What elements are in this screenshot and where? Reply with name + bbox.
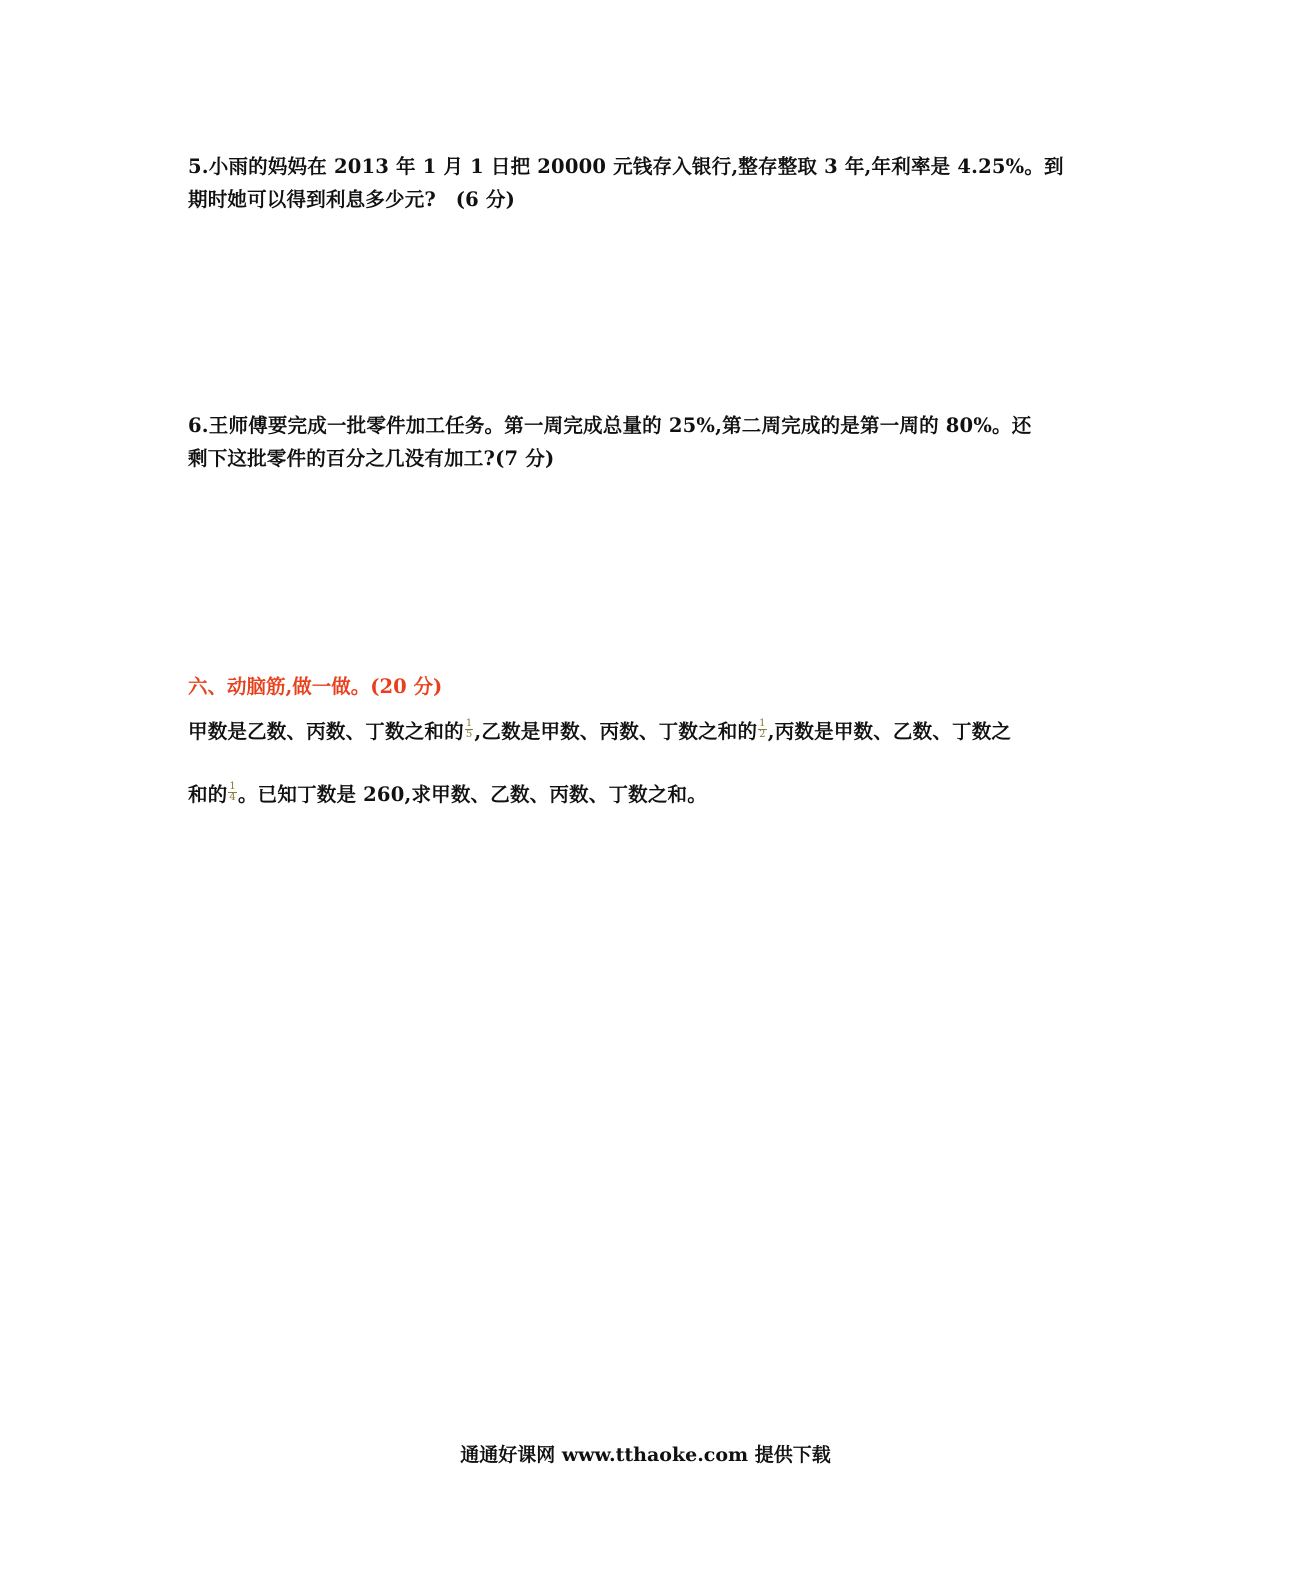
question-5-line-1: 5.小雨的妈妈在 2013 年 1 月 1 日把 20000 元钱存入银行,整存整取 3 年,年利率是 4.25%。到 — [188, 155, 1064, 178]
fraction-numerator: 1 — [465, 718, 473, 729]
section-6-line-2 — [188, 778, 1093, 811]
section-6-heading: 六、动脑筋,做一做。(20 分) — [188, 675, 443, 698]
fraction-denominator: 2 — [759, 729, 766, 740]
section-6-line-1 — [188, 715, 1093, 748]
fraction-numerator: 1 — [759, 718, 766, 729]
fraction-one-half — [758, 719, 767, 740]
fraction-numerator: 1 — [229, 781, 236, 792]
question-6-line-2: 剩下这批零件的百分之几没有加工?(7 分) — [188, 447, 555, 470]
section-6-text: 。已知丁数是 260,求甲数、乙数、丙数、丁数之和。 — [237, 783, 707, 806]
section-6-problem — [188, 715, 1093, 811]
section-6-text: ,丙数是甲数、乙数、丁数之 — [767, 720, 1012, 743]
question-6 — [188, 409, 1093, 475]
section-6-text: 甲数是乙数、丙数、丁数之和的 — [188, 720, 464, 743]
section-6-text: 和的 — [188, 783, 228, 806]
question-5-line-2: 期时她可以得到利息多少元? (6 分) — [188, 188, 516, 211]
question-6-line-1: 6.王师傅要完成一批零件加工任务。第一周完成总量的 25%,第二周完成的是第一周的 80%。还 — [188, 414, 1032, 437]
question-5 — [188, 150, 1093, 216]
fraction-one-quarter — [228, 782, 237, 803]
fraction-denominator: 4 — [229, 792, 236, 803]
fraction-denominator: 5 — [465, 729, 473, 740]
page-footer: 通通好课网 www.tthaoke.com 提供下载 — [460, 1444, 831, 1466]
section-6-text: ,乙数是甲数、丙数、丁数之和的 — [474, 720, 758, 743]
fraction-one-fifth — [465, 719, 474, 740]
